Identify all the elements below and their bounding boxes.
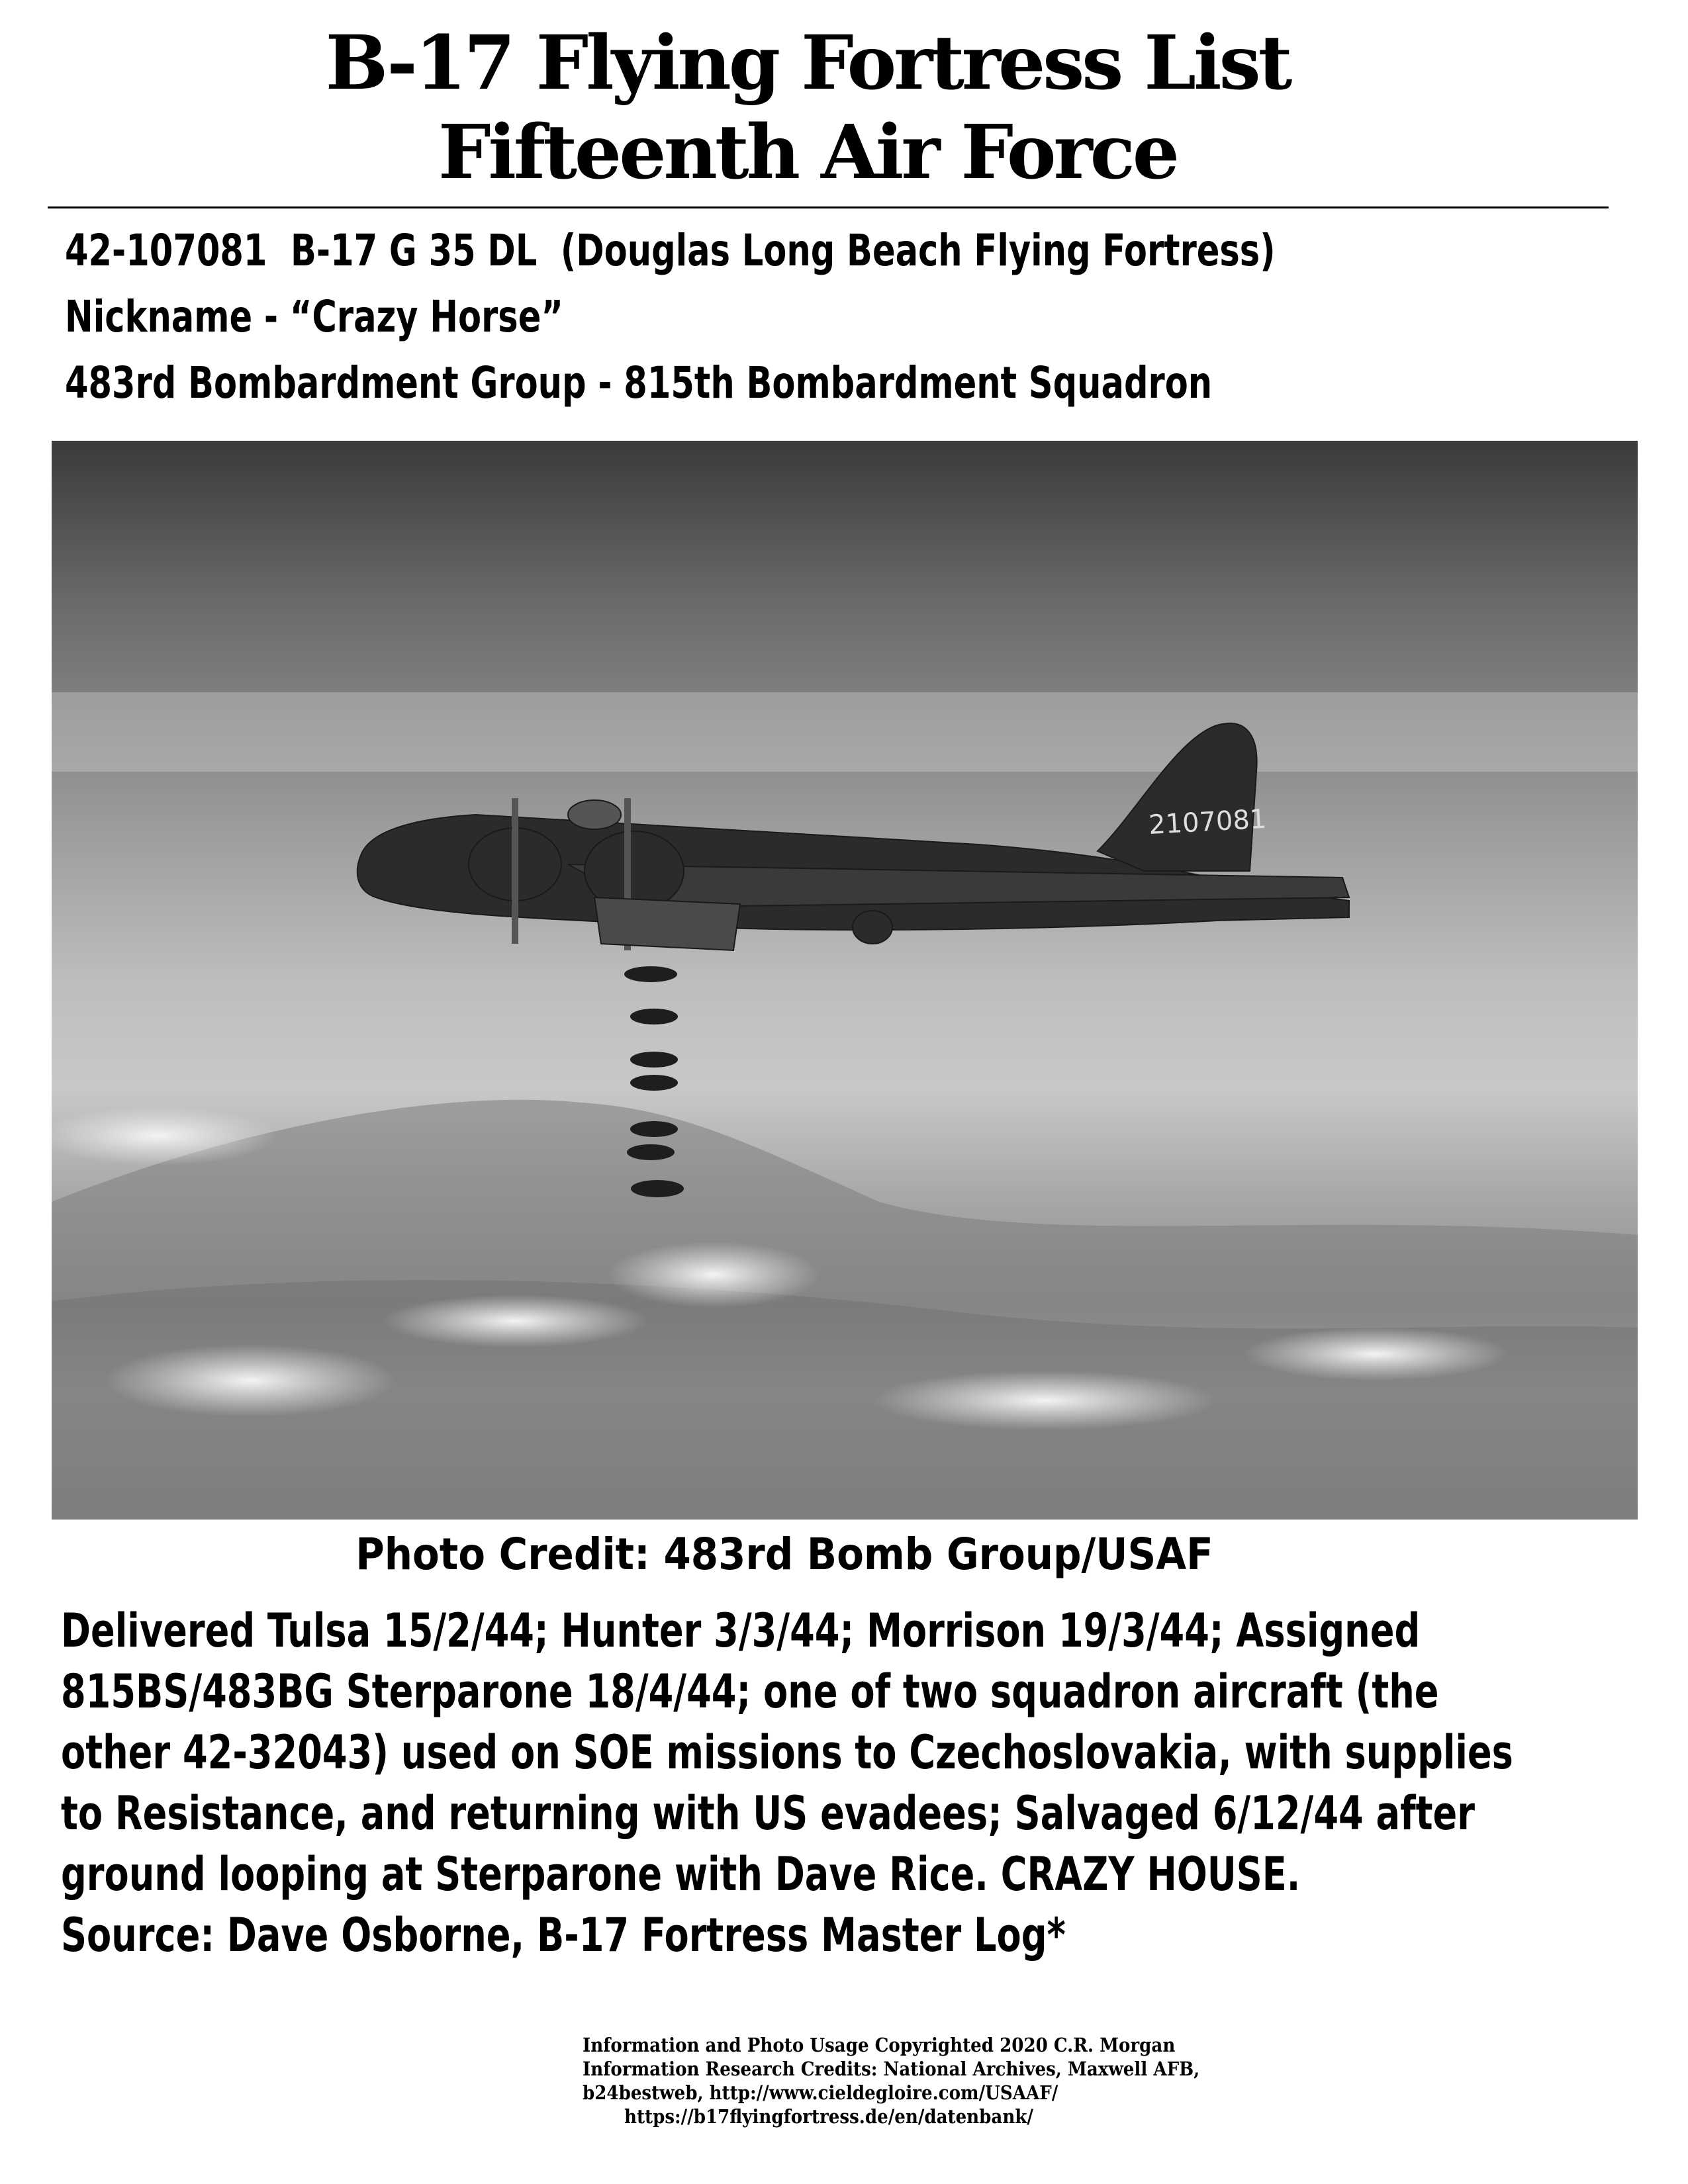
tail-number: 2107081 (1148, 803, 1268, 841)
research-credits-line: https://b17flyingfortress.de/en/datenbank/ (624, 2105, 1033, 2128)
aircraft-photo (52, 441, 1638, 1520)
research-credits-line: Information Research Credits: National Archives, Maxwell AFB, (583, 2058, 1200, 2080)
photo-credit: Photo Credit: 483rd Bomb Group/USAF (355, 1529, 1213, 1580)
aircraft-serial-line: 42-107081 B-17 G 35 DL (Douglas Long Beach Flying Fortress) (65, 225, 1276, 276)
page-title: B-17 Flying Fortress List (325, 20, 1290, 107)
source-line: Source: Dave Osborne, B-17 Fortress Master Log* (61, 1908, 1066, 1962)
history-line: 815BS/483BG Sterparone 18/4/44; one of two squadron aircraft (the (61, 1664, 1439, 1719)
copyright-block (583, 2033, 1199, 2128)
b17-bomber-illustration (52, 441, 1638, 1520)
copyright-line: Information and Photo Usage Copyrighted 2020 C.R. Morgan (583, 2034, 1176, 2056)
history-line: Delivered Tulsa 15/2/44; Hunter 3/3/44; Morrison 19/3/44; Assigned (61, 1604, 1421, 1658)
history-line: other 42-32043) used on SOE missions to Czechoslovakia, with supplies (61, 1725, 1513, 1780)
aircraft-nickname-line: Nickname - “Crazy Horse” (65, 291, 563, 342)
aircraft-history (61, 1600, 1598, 1966)
history-line: ground looping at Sterparone with Dave Rice. CRAZY HOUSE. (61, 1847, 1301, 1901)
page-subtitle: Fifteenth Air Force (438, 109, 1178, 196)
title-divider (48, 206, 1609, 208)
aircraft-unit-line: 483rd Bombardment Group - 815th Bombardment Squadron (65, 357, 1213, 408)
history-line: to Resistance, and returning with US evadees; Salvaged 6/12/44 after (61, 1786, 1475, 1841)
research-credits-line: b24bestweb, http://www.cieldegloire.com/USAAF/ (583, 2081, 1058, 2104)
